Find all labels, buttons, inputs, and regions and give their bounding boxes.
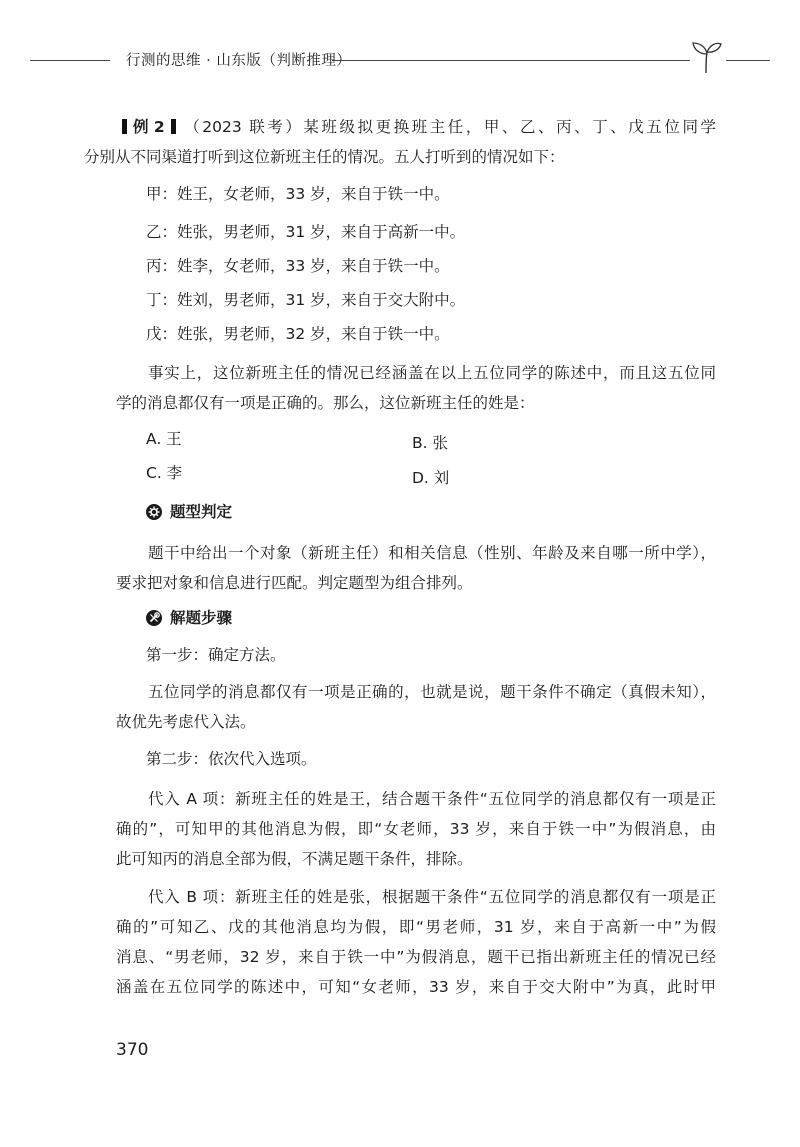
stem-line (116, 112, 716, 142)
example-stem (84, 112, 716, 172)
example-label: 例 2 (116, 112, 182, 142)
running-header (30, 46, 770, 76)
question-line: 学的消息都仅有一项是正确的。那么，这位新班主任的姓是： (116, 394, 535, 412)
option-c: C. 李 (146, 464, 183, 482)
gear-icon (146, 504, 162, 520)
analysis-a-line: 此可知丙的消息全部为假，不满足题干条件，排除。 (116, 850, 473, 868)
steps-heading-text: 解题步骤 (170, 609, 233, 627)
type-line: 题干中给出一个对象（新班主任）和相关信息（性别、年龄及来自哪一所中学）， (148, 544, 716, 562)
statement-wu: 戊：姓张，男老师，32 岁，来自于铁一中。 (146, 325, 450, 343)
header-title: 行测的思维 · 山东版（判断推理） (126, 53, 352, 69)
option-a: A. 王 (146, 430, 182, 448)
type-line: 要求把对象和信息进行匹配。判定题型为组合排列。 (116, 574, 473, 592)
stem-text-1: 某班级拟更换班主任，甲、乙、丙、丁、戊五位同学 (303, 118, 716, 136)
label-bar-right (171, 119, 176, 134)
analysis-a-line: 确的”，可知甲的其他消息为假，即“女老师，33 岁，来自于铁一中”为假消息，由 (116, 820, 716, 838)
header-rule-right (332, 60, 690, 61)
stem-line: 分别从不同渠道打听到这位新班主任的情况。五人打听到的情况如下： (84, 148, 565, 166)
question-paragraph (116, 358, 716, 418)
option-b-analysis (116, 882, 716, 1002)
step1-line: 五位同学的消息都仅有一项是正确的，也就是说，题干条件不确定（真假未知）， (148, 683, 716, 701)
option-a-analysis (116, 784, 716, 874)
tools-icon (146, 610, 162, 626)
option-d: D. 刘 (412, 469, 450, 487)
label-bar-left (122, 119, 127, 134)
statement-jia: 甲：姓王，女老师，33 岁，来自于铁一中。 (146, 185, 450, 203)
statement-ding: 丁：姓刘，男老师，31 岁，来自于交大附中。 (146, 291, 466, 309)
analysis-b-line: 确的”可知乙、戊的其他消息均为假，即“男老师，31 岁，来自于高新一中”为假 (116, 918, 716, 936)
analysis-b-line: 消息、“男老师，32 岁，来自于铁一中”为假消息，题干已指出新班主任的情况已经 (116, 948, 716, 966)
analysis-b-line: 涵盖在五位同学的陈述中，可知“女老师，33 岁，来自于交大附中”为真，此时甲 (116, 978, 716, 996)
statement-bing: 丙：姓李，女老师，33 岁，来自于铁一中。 (146, 257, 450, 275)
type-paragraph (116, 538, 716, 598)
type-heading-text: 题型判定 (170, 503, 233, 521)
sprout-icon (688, 40, 724, 74)
step-1: 第一步：确定方法。 (146, 646, 286, 664)
steps-section-heading (146, 603, 232, 633)
statement-yi: 乙：姓张，男老师，31 岁，来自于高新一中。 (146, 223, 466, 241)
page-number: 370 (116, 1040, 149, 1060)
question-line: 事实上，这位新班主任的情况已经涵盖在以上五位同学的陈述中，而且这五位同 (148, 364, 716, 382)
header-rule-tail (726, 60, 770, 61)
analysis-b-line: 代入 B 项：新班主任的姓是张，根据题干条件“五位同学的消息都仅有一项是正 (148, 888, 716, 906)
step-2: 第二步：依次代入选项。 (146, 750, 317, 768)
example-source: （2023 联考） (181, 118, 304, 136)
type-section-heading (146, 497, 232, 527)
step1-line: 故优先考虑代入法。 (116, 713, 256, 731)
option-b: B. 张 (412, 434, 448, 452)
analysis-a-line: 代入 A 项：新班主任的姓是王，结合题干条件“五位同学的消息都仅有一项是正 (148, 790, 716, 808)
header-rule-left (30, 60, 110, 61)
step1-paragraph (116, 677, 716, 737)
